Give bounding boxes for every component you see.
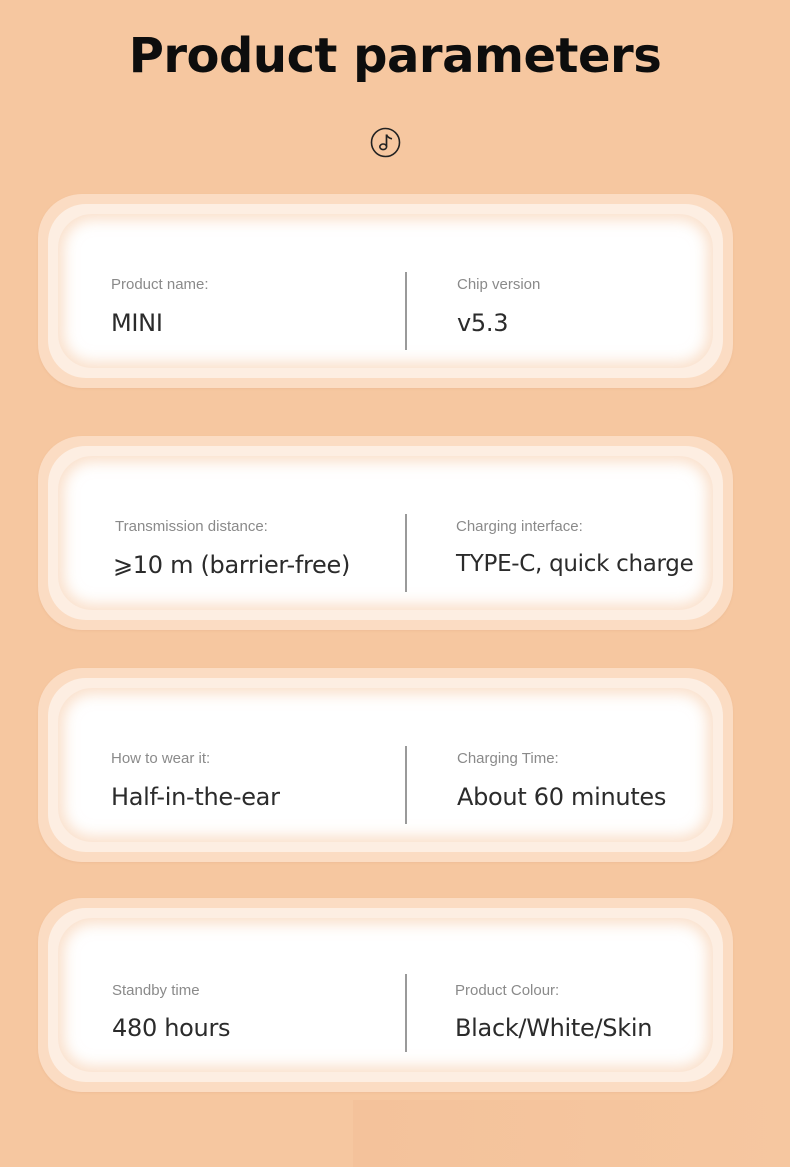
spec-value: Half-in-the-ear <box>111 783 280 811</box>
spec-value: 480 hours <box>112 1014 231 1042</box>
spec-card-3 <box>38 668 733 862</box>
spec-card-4 <box>38 898 733 1092</box>
spec-label: Charging interface: <box>456 518 583 535</box>
spec-label: Charging Time: <box>457 750 559 767</box>
spec-label: Product Colour: <box>455 982 560 999</box>
spec-label: Transmission distance: <box>115 518 268 535</box>
spec-label: Standby time <box>112 982 200 999</box>
spec-cell-standby-time <box>58 918 385 1072</box>
spec-value: Black/White/Skin <box>455 1014 653 1042</box>
spec-label: Product name: <box>111 276 209 293</box>
spec-value: About 60 minutes <box>457 783 667 811</box>
spec-value: v5.3 <box>457 309 509 337</box>
spec-label: How to wear it: <box>111 750 211 767</box>
spec-value: ⩾10 m (barrier-free) <box>113 551 351 579</box>
bottom-shadow <box>353 1100 790 1167</box>
spec-value: TYPE-C, quick charge <box>456 551 694 577</box>
spec-cell-charging-interface <box>385 456 713 610</box>
spec-cell-product-name <box>58 214 385 368</box>
spec-cell-transmission-distance <box>58 456 385 610</box>
spec-value: MINI <box>111 309 163 337</box>
music-note-icon <box>370 127 401 158</box>
spec-cell-product-colour <box>385 918 713 1072</box>
spec-card-2 <box>38 436 733 630</box>
spec-cell-charging-time <box>385 688 713 842</box>
spec-card-1 <box>38 194 733 388</box>
spec-label: Chip version <box>457 276 541 293</box>
spec-cell-chip-version <box>385 214 713 368</box>
page-title: Product parameters <box>128 28 662 84</box>
spec-cell-how-to-wear <box>58 688 385 842</box>
